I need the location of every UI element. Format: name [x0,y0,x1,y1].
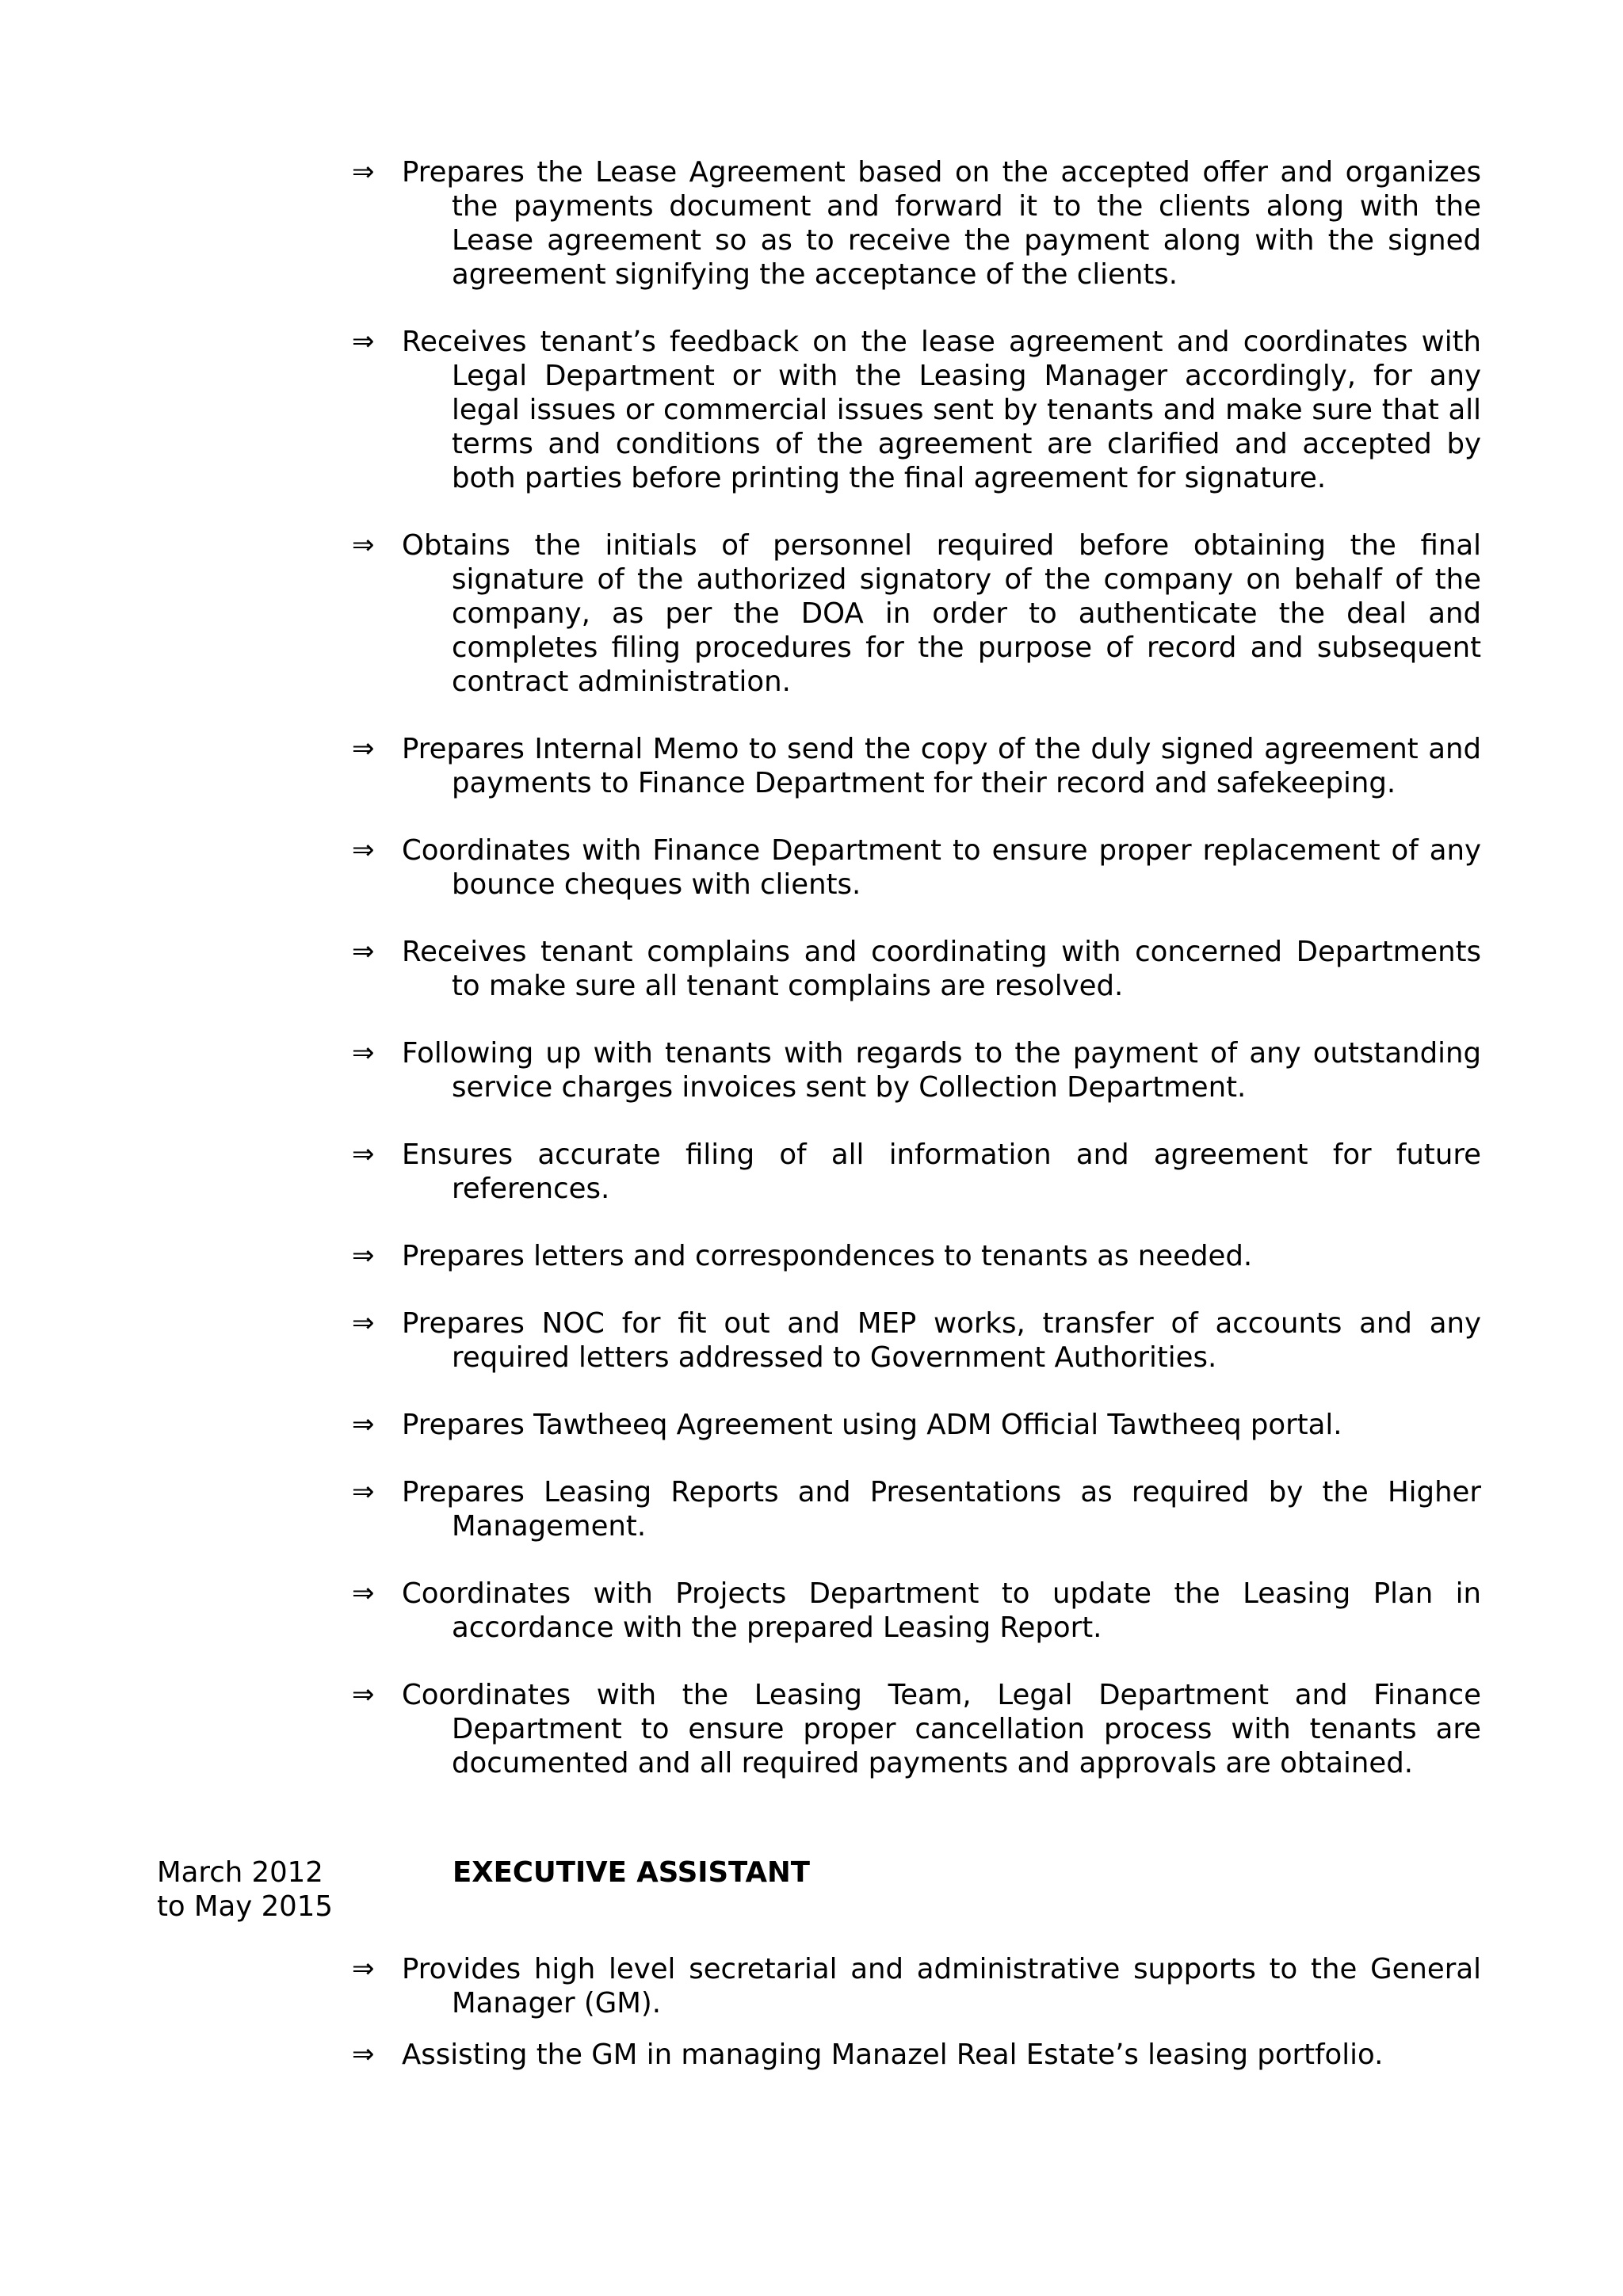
list-item-text: Receives tenant complains and coordinating with concerned Departments to make sure all tenant complains are resolved. [402,936,1481,1002]
arrow-bullet-icon: ⇒ [352,1307,375,1339]
list-item-text: Coordinates with Projects Department to update the Leasing Plan in accordance with the prepared Leasing Report. [402,1577,1481,1644]
list-item [352,732,1481,800]
list-item-text: Prepares the Lease Agreement based on the accepted offer and organizes the payments document and forward it to the clients along with the Lease agreement so as to receive the payment along with the signed agreement signifying the acceptance of the clients. [402,156,1481,291]
job-date-end: to May 2015 [157,1890,333,1923]
job-title: EXECUTIVE ASSISTANT [453,1856,810,1889]
list-item-text: Prepares Internal Memo to send the copy of the duly signed agreement and payments to Finance Department for their record and safekeeping. [402,733,1481,799]
arrow-bullet-icon: ⇒ [352,1577,375,1609]
arrow-bullet-icon: ⇒ [352,2039,375,2070]
arrow-bullet-icon: ⇒ [352,1476,375,1508]
arrow-bullet-icon: ⇒ [352,326,375,357]
arrow-bullet-icon: ⇒ [352,529,375,561]
list-item [352,2038,1481,2072]
arrow-bullet-icon: ⇒ [352,834,375,866]
list-item [352,1306,1481,1375]
list-item-text: Prepares NOC for fit out and MEP works, transfer of accounts and any required letters addressed to Government Authorities. [402,1307,1481,1374]
list-item-text: Prepares Leasing Reports and Presentations as required by the Higher Management. [402,1476,1481,1543]
list-item-text: Receives tenant’s feedback on the lease agreement and coordinates with Legal Department or with the Leasing Manager accordingly, for any legal issues or commercial issues sent by tenants and make sure that all terms and conditions of the agreement are clarified and accepted by both parties before printing the final agreement for signature. [402,326,1481,494]
leasing-responsibilities-list [352,155,1481,1814]
arrow-bullet-icon: ⇒ [352,1679,375,1711]
list-item [352,1678,1481,1780]
list-item [352,325,1481,495]
list-item-text: Coordinates with the Leasing Team, Legal Department and Finance Department to ensure proper cancellation process with tenants are documented and all required payments and approvals are obtained. [402,1679,1481,1779]
list-item [352,1475,1481,1543]
list-item-text: Ensures accurate filing of all information and agreement for future references. [402,1138,1481,1205]
list-item-text: Prepares Tawtheeq Agreement using ADM Official Tawtheeq portal. [402,1409,1342,1441]
list-item [352,935,1481,1003]
list-item [352,1577,1481,1645]
job-date-range [157,1855,347,1924]
list-item-text: Assisting the GM in managing Manazel Real Estate’s leasing portfolio. [402,2039,1384,2071]
arrow-bullet-icon: ⇒ [352,1037,375,1069]
list-item [352,1952,1481,2020]
arrow-bullet-icon: ⇒ [352,1953,375,1985]
list-item-text: Following up with tenants with regards to the payment of any outstanding service charges invoices sent by Collection Department. [402,1037,1481,1104]
arrow-bullet-icon: ⇒ [352,1409,375,1440]
arrow-bullet-icon: ⇒ [352,936,375,967]
list-item [352,833,1481,902]
list-item [352,1239,1481,1273]
list-item [352,155,1481,292]
executive-assistant-responsibilities-list [352,1952,1481,2089]
list-item [352,1036,1481,1104]
list-item-text: Prepares letters and correspondences to tenants as needed. [402,1240,1253,1272]
list-item [352,528,1481,699]
list-item [352,1138,1481,1206]
list-item-text: Provides high level secretarial and administrative supports to the General Manager (GM). [402,1953,1481,2019]
arrow-bullet-icon: ⇒ [352,156,375,188]
arrow-bullet-icon: ⇒ [352,733,375,765]
list-item-text: Coordinates with Finance Department to ensure proper replacement of any bounce cheques with clients. [402,834,1481,901]
list-item [352,1408,1481,1442]
list-item-text: Obtains the initials of personnel required before obtaining the final signature of the authorized signatory of the company on behalf of the company, as per the DOA in order to authenticate the deal and completes filing procedures for the purpose of record and subsequent contract administration. [402,529,1481,698]
arrow-bullet-icon: ⇒ [352,1138,375,1170]
arrow-bullet-icon: ⇒ [352,1240,375,1272]
job-date-start: March 2012 [157,1856,323,1889]
